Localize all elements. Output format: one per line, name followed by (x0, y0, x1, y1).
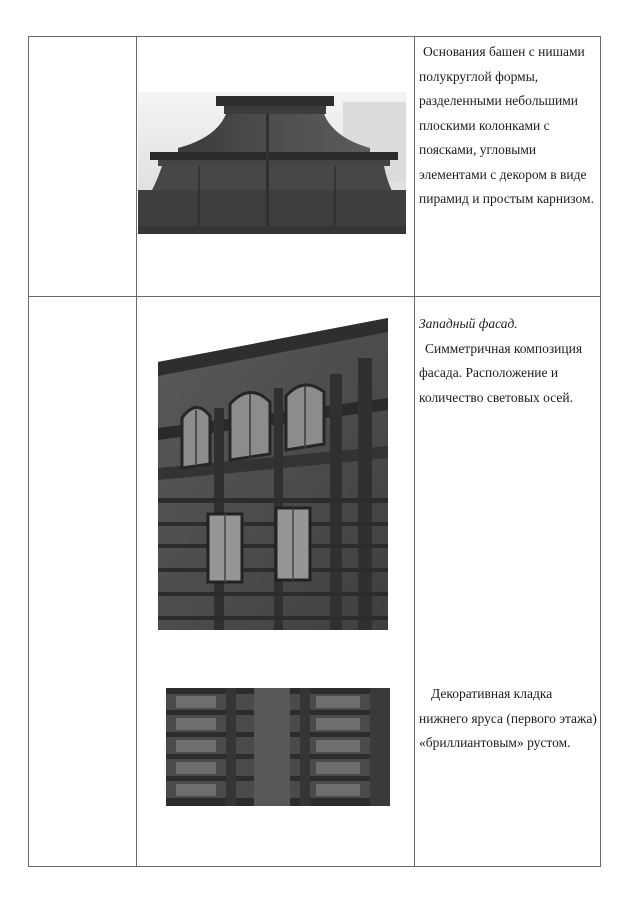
row-1-body: Основания башен с нишами полукруглой формы, разделенными небольшими плоскими колонками с поясками, угловыми элементами с декором в виде пирамид и простым карнизом. (419, 44, 594, 206)
row-2b-body: Декоративная кладка нижнего яруса (первого этажа) «бриллиантовым» рустом. (419, 686, 597, 750)
column-divider-2 (414, 36, 415, 867)
row-2-rustication-description (419, 682, 597, 756)
west-facade-photo (158, 318, 388, 630)
row-divider (28, 296, 600, 297)
row-1-description (419, 40, 597, 212)
row-2-heading: Западный фасад. (419, 316, 518, 331)
table-right-border (600, 36, 601, 867)
row-2-body: Симметричная композиция фасада. Расположение и количество световых осей. (419, 340, 583, 405)
table-bottom-border (28, 866, 600, 867)
rustication-photo (166, 688, 390, 806)
table-left-border (28, 36, 29, 867)
table-top-border (28, 36, 600, 37)
column-divider-1 (136, 36, 137, 867)
tower-roof-photo (138, 92, 406, 234)
row-2-description (419, 312, 597, 410)
